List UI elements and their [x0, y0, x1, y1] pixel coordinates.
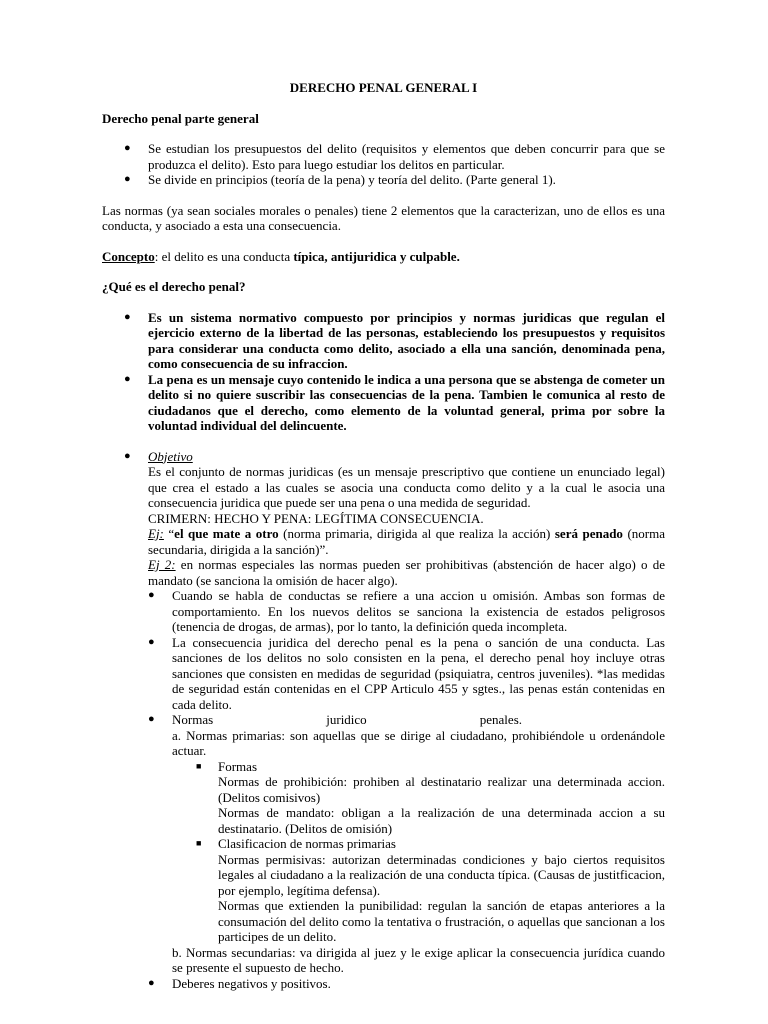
- document-title: DERECHO PENAL GENERAL I: [289, 80, 478, 95]
- list-item: ● La consecuencia juridica del derecho penal es la pena o sanción de una conducta. Las sanciones de los delitos no solo consisten en la pena, el derecho penal hoy incluye otras sanciones que consisten en medidas de seguridad (psiquiatra, centros juveniles). *las medidas de seguridad están contenidas en el CPP Articulo 455 y sgtes., las penas están contenidas en cada delito.: [148, 634, 665, 712]
- normas-paragraph: Las normas (ya sean sociales morales o penales) tiene 2 elementos que la caracterizan, uno de ellos es una conducta, y asociado a esta una consecuencia.: [102, 202, 665, 233]
- question-heading: ¿Qué es el derecho penal?: [102, 279, 246, 294]
- list-item: ● Se divide en principios (teoría de la pena) y teoría del delito. (Parte general 1).: [124, 172, 556, 187]
- normas-juridico-penales-item: [148, 712, 665, 976]
- parte-general-list: [102, 141, 665, 188]
- example-2: Ej 2: en normas especiales las normas pueden ser prohibitivas (abstención de hacer algo) o de mandato (se sanciona la omisión de hacer algo).: [148, 557, 665, 588]
- normas-primarias-sublist: [172, 759, 665, 945]
- list-item: ■ Formas Normas de prohibición: prohiben al destinatario realizar una determinada accion. (Delitos comisivos) Normas de mandato: obligan a la realización de una determinada accion a su destinatario. (Delitos de omisión): [196, 758, 665, 836]
- section-heading-parte-general: Derecho penal parte general: [102, 110, 259, 126]
- bullet-icon: ●: [148, 589, 155, 601]
- bullet-icon: ●: [124, 142, 131, 154]
- concepto-paragraph: Concepto: el delito es una conducta típica, antijuridica y culpable.: [102, 248, 460, 264]
- normas-heading: Normas juridico penales.: [172, 712, 522, 727]
- bullet-icon: ●: [148, 713, 155, 725]
- objetivo-sublist: [148, 588, 665, 991]
- bullet-icon: ●: [148, 976, 155, 989]
- square-bullet-icon: ■: [196, 838, 202, 848]
- objetivo-text: Es el conjunto de normas juridicas (es un mensaje prescriptivo que contiene un enunciado legal) que crea el estado a las cuales se asocia una conducta como delito y a la cual le asocia una consecuencia juridica que puede ser una pena o una medida de seguridad.: [148, 464, 665, 510]
- bullet-icon: ●: [124, 310, 131, 323]
- bullet-icon: ●: [148, 635, 155, 648]
- objetivo-item: [124, 448, 665, 992]
- objetivo-label: Objetivo: [148, 448, 193, 464]
- list-item: ● Es un sistema normativo compuesto por principios y normas juridicas que regulan el ejercicio externo de la libertad de las personas, estableciendo los presupuestos y requisitos para considerar una conducta como delito, asociado a ella una sanción, denominada pena, como consecuencia de su infraccion.: [124, 309, 665, 371]
- list-item: ● Cuando se habla de conductas se refiere a una accion u omisión. Ambas son formas de comportamiento. En los nuevos delitos se sanciona la existencia de estados peligrosos (tenencia de drogas, de armas), por lo tanto, la definición queda incompleta.: [148, 588, 665, 634]
- derecho-penal-definition-list: [102, 310, 665, 434]
- list-item: ● La pena es un mensaje cuyo contenido le indica a una persona que se abstenga de cometer un delito si no quiere suscribir las consecuencias de la pena. Tambien le comunica al resto de ciudadanos que el derecho, como elemento de la voluntad general, prima por sobre la voluntad individual del delincuente.: [124, 371, 665, 433]
- crimern-line: CRIMERN: HECHO Y PENA: LEGÍTIMA CONSECUENCIA.: [148, 510, 484, 526]
- list-item: ● Se estudian los presupuestos del delito (requisitos y elementos que deben concurrir para que se produzca el delito). Esto para luego estudiar los delitos en particular.: [124, 141, 665, 172]
- square-bullet-icon: ■: [196, 760, 202, 771]
- example-1: Ej: “el que mate a otro (norma primaria, dirigida al que realiza la acción) será penado (norma secundaria, dirigida a la sanción)”.: [148, 526, 665, 557]
- bullet-icon: ●: [124, 173, 131, 185]
- bullet-icon: ●: [124, 372, 131, 385]
- list-item: ● Deberes negativos y positivos.: [148, 975, 331, 991]
- list-item: ■ Clasificacion de normas primarias Normas permisivas: autorizan determinadas condiciones y bajo ciertos requisitos legales al ciudadano a la realización de una conducta típica. (Causas de justitficacion, por ejemplo, legítima defensa). Normas que extienden la punibilidad: regulan la sanción de etapas anteriores a la consumación del delito como la tentativa o frustración, o aquellas que sancionan a los participes de un delito.: [196, 836, 665, 944]
- normas-secundarias: b. Normas secundarias: va dirigida al juez y le exige aplicar la consecuencia jurídica cuando se presente el supuesto de hecho.: [172, 944, 665, 975]
- document-body: [102, 80, 665, 991]
- bullet-icon: ●: [124, 449, 131, 462]
- objetivo-list: [102, 449, 665, 992]
- normas-primarias: a. Normas primarias: son aquellas que se dirige al ciudadano, prohibiéndole u ordenándole actuar.: [172, 727, 665, 758]
